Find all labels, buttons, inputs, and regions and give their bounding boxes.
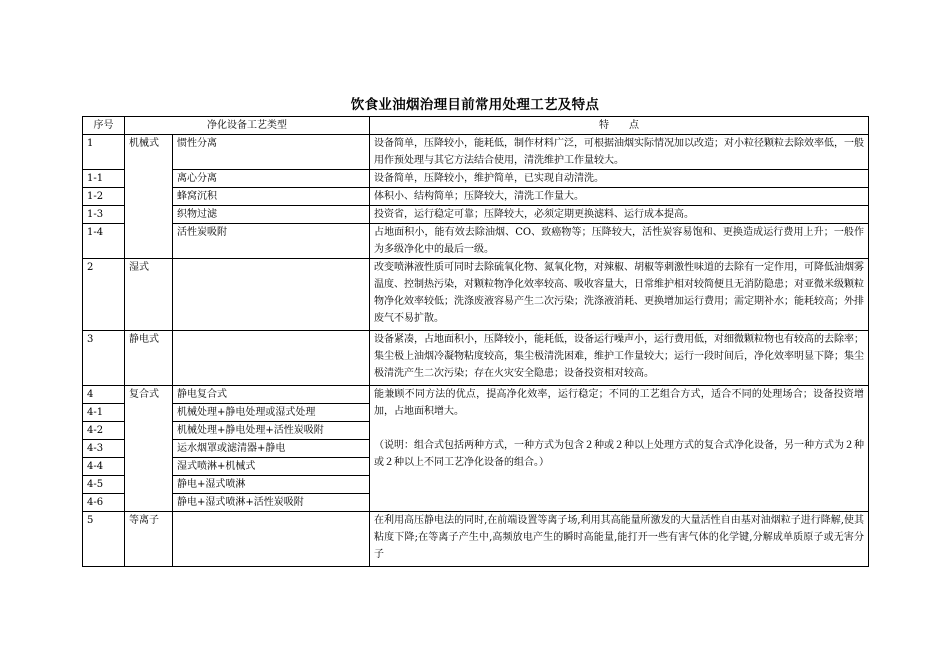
- category-cell: 复合式: [125, 386, 173, 512]
- table-row: [83, 259, 869, 331]
- feature-cell: 设备简单，压降较小，能耗低，制作材料广泛，可根据油烟实际情况加以改造；对小粒径颗粒去除效率低，一般用作预处理与其它方法结合使用，清洗维护工作量较大。: [370, 135, 869, 170]
- feature-cell: 设备紧凑，占地面积小，压降较小，能耗低，设备运行噪声小，运行费用低，对细微颗粒物也有较高的去除率；集尘极上油烟冷凝物粘度较高，集尘极清洗困难，维护工作量较大；运行一段时间后，净化效率明显下降；集尘极清洗产生二次污染；存在火灾安全隐患；设备投资相对较高。: [370, 331, 869, 386]
- subtype-cell: 静电复合式: [173, 386, 370, 404]
- category-cell: 机械式: [125, 135, 173, 259]
- table-row: [83, 188, 869, 206]
- header-type: 净化设备工艺类型: [125, 117, 370, 135]
- feature-note: （说明：组合式包括两种方式，一种方式为包含２种或２种以上处理方式的复合式净化设备，另一种方式为２种或２种以上不同工艺净化设备的组合。）: [374, 440, 864, 468]
- row-seq: 1-4: [83, 224, 125, 259]
- feature-text: 能兼顾不同方法的优点，提高净化效率，运行稳定；不同的工艺组合方式，适合不同的处理场合；设备投资增加，占地面积增大。: [374, 389, 864, 417]
- row-seq: 4-4: [83, 458, 125, 476]
- feature-cell: 改变喷淋液性质可同时去除硫氧化物、氮氧化物，对辣椒、胡椒等刺激性味道的去除有一定作用，可降低油烟雾温度、控制热污染，对颗粒物净化效率较高、吸收容量大，日常维护相对较简便且无消防隐患；对亚微米级颗粒物净化效率较低；洗涤废液容易产生二次污染；洗涤液消耗、更换增加运行费用；需定期补水；能耗较高；外排废气不易扩散。: [370, 259, 869, 331]
- table-header-row: [83, 117, 869, 135]
- row-seq: 2: [83, 259, 125, 331]
- header-seq: 序号: [83, 117, 125, 135]
- subtype-cell: 蜂窝沉积: [173, 188, 370, 206]
- subtype-cell: [173, 512, 370, 567]
- row-seq: 4-5: [83, 476, 125, 494]
- feature-cell: 体积小、结构简单；压降较大，清洗工作量大。: [370, 188, 869, 206]
- subtype-cell: [173, 259, 370, 331]
- subtype-cell: 静电+湿式喷淋: [173, 476, 370, 494]
- subtype-cell: 湿式喷淋+机械式: [173, 458, 370, 476]
- category-cell: 静电式: [125, 331, 173, 386]
- row-seq: 4-3: [83, 440, 125, 458]
- page-title: 饮食业油烟治理目前常用处理工艺及特点: [350, 97, 600, 113]
- subtype-cell: 运水烟罩或滤清器+静电: [173, 440, 370, 458]
- row-seq: 4-1: [83, 404, 125, 422]
- subtype-cell: 机械处理+静电处理或湿式处理: [173, 404, 370, 422]
- row-seq: 1-2: [83, 188, 125, 206]
- table-row: [83, 206, 869, 224]
- subtype-cell: 活性炭吸附: [173, 224, 370, 259]
- row-seq: 3: [83, 331, 125, 386]
- table-row: [83, 386, 869, 404]
- table-row: [83, 512, 869, 567]
- subtype-cell: 机械处理+静电处理+活性炭吸附: [173, 422, 370, 440]
- row-seq: 4: [83, 386, 125, 404]
- subtype-cell: 静电+湿式喷淋+活性炭吸附: [173, 494, 370, 512]
- subtype-cell: 离心分离: [173, 170, 370, 188]
- row-seq: 1: [83, 135, 125, 170]
- feature-cell: [370, 386, 869, 512]
- feature-cell: 设备简单，压降较小，维护简单，已实现自动清洗。: [370, 170, 869, 188]
- header-features: 特 点: [370, 117, 869, 135]
- row-seq: 4-2: [83, 422, 125, 440]
- table-row: [83, 135, 869, 170]
- row-seq: 1-3: [83, 206, 125, 224]
- subtype-cell: 织物过滤: [173, 206, 370, 224]
- category-cell: 湿式: [125, 259, 173, 331]
- process-table: [82, 116, 869, 567]
- feature-cell: 占地面积小，能有效去除油烟、CO、致癌物等；压降较大，活性炭容易饱和、更换造成运行费用上升；一般作为多级净化中的最后一级。: [370, 224, 869, 259]
- feature-cell: 在利用高压静电法的同时,在前端设置等离子场,利用其高能量所激发的大量活性自由基对油烟粒子进行降解,使其粘度下降;在等离子产生中,高频放电产生的瞬时高能量,能打开一些有害气体的化学键,分解成单质原子或无害分子: [370, 512, 869, 567]
- row-seq: 5: [83, 512, 125, 567]
- table-row: [83, 331, 869, 386]
- row-seq: 1-1: [83, 170, 125, 188]
- subtype-cell: 惯性分离: [173, 135, 370, 170]
- table-row: [83, 224, 869, 259]
- feature-cell: 投资省，运行稳定可靠；压降较大，必须定期更换滤料、运行成本提高。: [370, 206, 869, 224]
- table-row: [83, 170, 869, 188]
- row-seq: 4-6: [83, 494, 125, 512]
- subtype-cell: [173, 331, 370, 386]
- category-cell: 等离子: [125, 512, 173, 567]
